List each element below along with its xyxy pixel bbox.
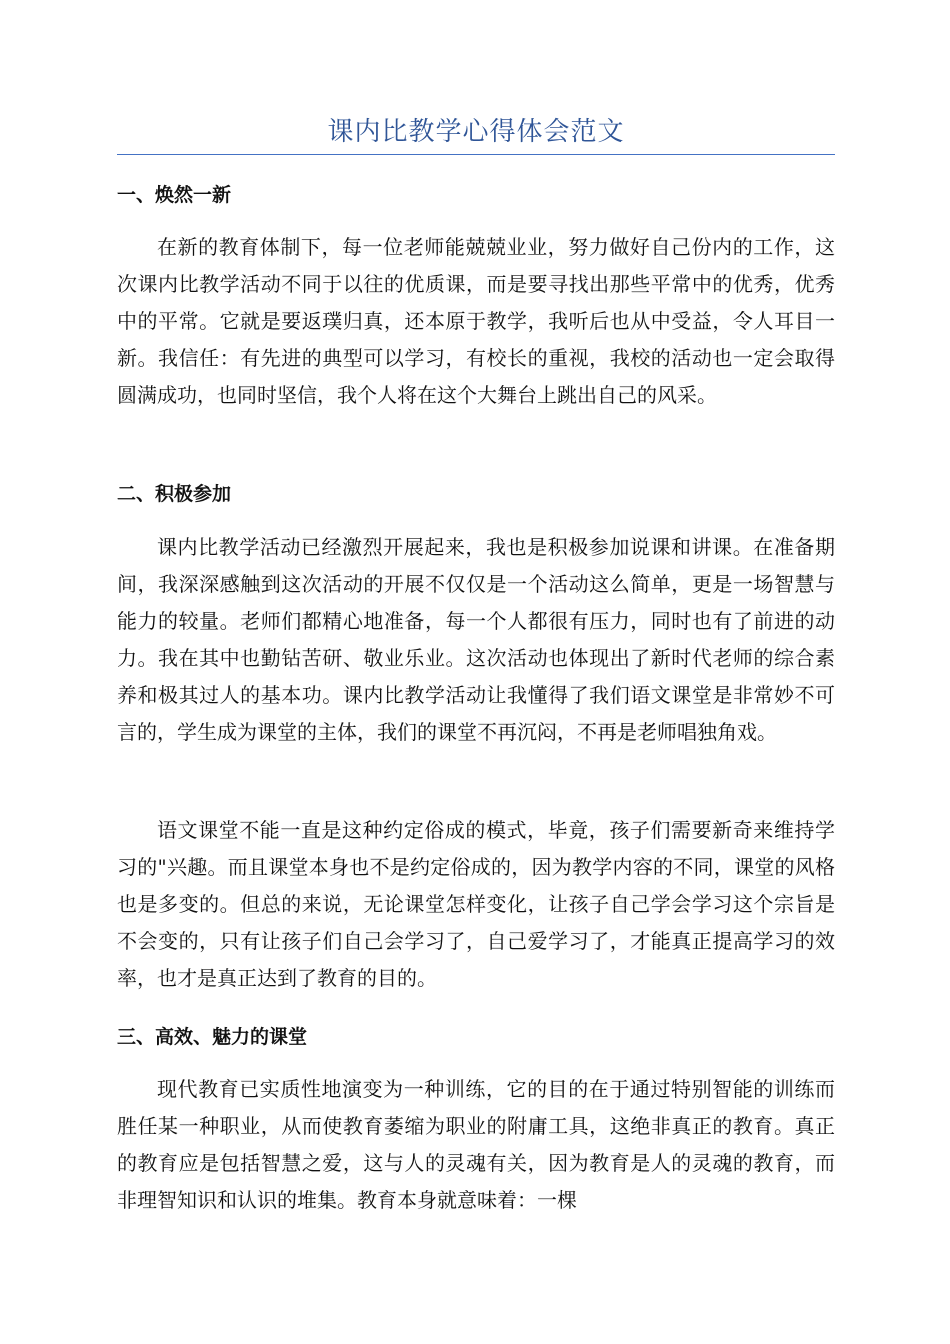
section-3 (117, 1022, 835, 1052)
paragraph: 在新的教育体制下，每一位老师能兢兢业业，努力做好自己份内的工作，这次课内比教学活动不同于以往的优质课，而是要寻找出那些平常中的优秀，优秀中的平常。它就是要返璞归真，还本原于教学，我听后也从中受益，令人耳目一新。我信任：有先进的典型可以学习，有校长的重视，我校的活动也一定会取得圆满成功，也同时坚信，我个人将在这个大舞台上跳出自己的风采。 (117, 235, 835, 407)
paragraph: 语文课堂不能一直是这种约定俗成的模式，毕竟，孩子们需要新奇来维持学习的"兴趣。而且课堂本身也不是约定俗成的，因为教学内容的不同，课堂的风格也是多变的。但总的来说，无论课堂怎样变化，让孩子自己学会学习这个宗旨是不会变的，只有让孩子们自己会学习了，自己爱学习了，才能真正提高学习的效率，也才是真正达到了教育的目的。 (117, 818, 835, 990)
paragraph: 课内比教学活动已经激烈开展起来，我也是积极参加说课和讲课。在准备期间，我深深感触到这次活动的开展不仅仅是一个活动这么简单，更是一场智慧与能力的较量。老师们都精心地准备，每一个人都很有压力，同时也有了前进的动力。我在其中也勤钻苦研、敬业乐业。这次活动也体现出了新时代老师的综合素养和极其过人的基本功。课内比教学活动让我懂得了我们语文课堂是非常妙不可言的，学生成为课堂的主体，我们的课堂不再沉闷，不再是老师唱独角戏。 (117, 535, 835, 744)
section-2-body (117, 529, 835, 751)
document-title: 课内比教学心得体会范文 (327, 117, 625, 147)
section-3-body (117, 1071, 835, 1219)
section-2 (117, 479, 835, 509)
section-heading: 一、焕然一新 (117, 184, 232, 206)
section-heading: 三、高效、魅力的课堂 (117, 1026, 308, 1048)
section-heading: 二、积极参加 (117, 483, 232, 505)
paragraph: 现代教育已实质性地演变为一种训练，它的目的在于通过特别智能的训练而胜任某一种职业，从而使教育萎缩为职业的附庸工具，这绝非真正的教育。真正的教育应是包括智慧之爱，这与人的灵魂有关，因为教育是人的灵魂的教育，而非理智知识和认识的堆集。教育本身就意味着：一棵 (117, 1077, 835, 1212)
title-underline (117, 154, 835, 155)
section-1 (117, 180, 835, 210)
section-1-body (117, 229, 835, 414)
section-2-body-continued (117, 812, 835, 997)
